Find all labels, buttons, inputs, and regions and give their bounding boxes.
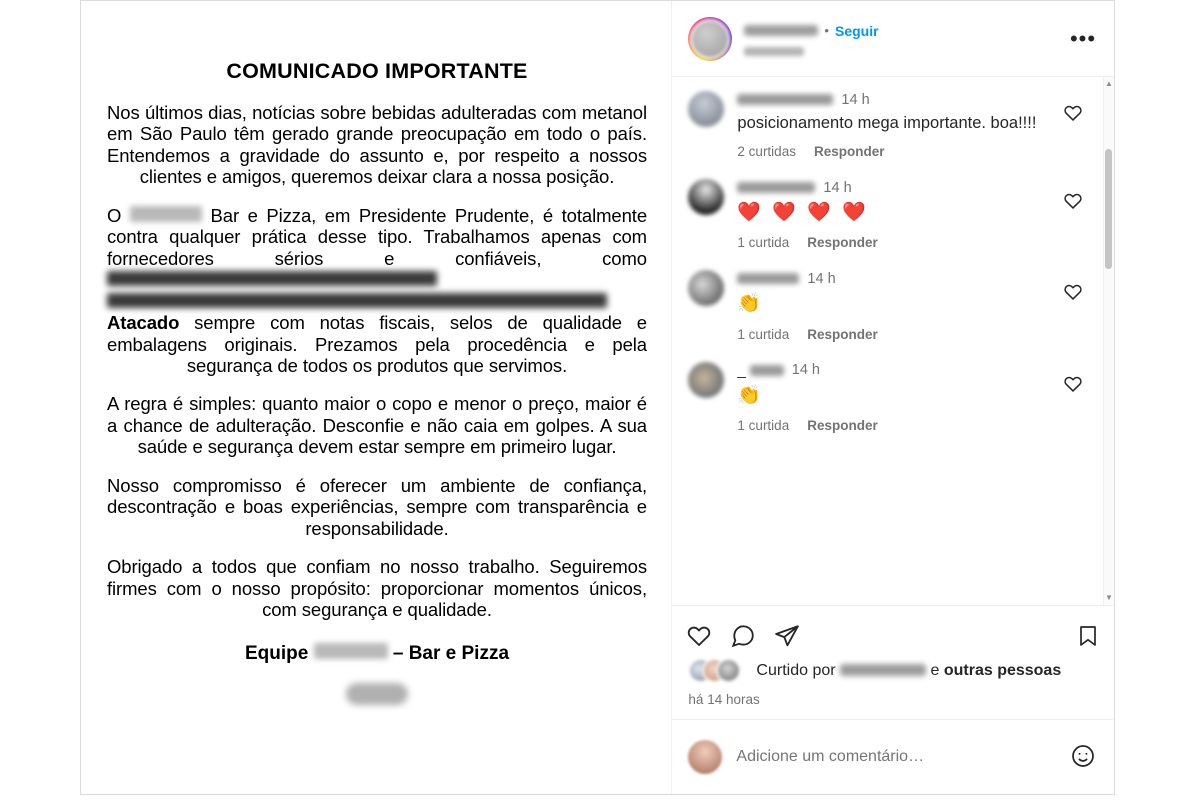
- instagram-post: [80, 0, 1115, 795]
- comment-reply-button[interactable]: Responder: [807, 326, 878, 342]
- liker-name-redaction[interactable]: [840, 664, 926, 676]
- list-item[interactable]: [688, 179, 1089, 250]
- announcement-paragraph-3: Nosso compromisso é oferecer um ambiente de confiança, descontração e boas experiências, sempre com transparência e responsabilidade.: [107, 474, 647, 539]
- comments-list[interactable]: [672, 77, 1103, 605]
- signature-after: – Bar e Pizza: [392, 642, 510, 664]
- suppliers-redaction-line-1: [107, 271, 437, 286]
- emoji-smiley-icon[interactable]: [1070, 743, 1098, 771]
- list-item[interactable]: [688, 91, 1089, 159]
- scroll-up-icon[interactable]: ▲: [1105, 79, 1113, 88]
- comment-header: [737, 270, 1050, 287]
- follow-button[interactable]: Seguir: [834, 22, 879, 39]
- comment-body: [737, 91, 1050, 159]
- more-options-icon[interactable]: •••: [1069, 25, 1097, 51]
- comment-avatar[interactable]: [688, 91, 724, 127]
- comment-time: 14 h: [791, 362, 820, 379]
- announcement-title: COMUNICADO IMPORTANTE: [226, 59, 528, 83]
- post-actions: [672, 605, 1114, 719]
- brand-paragraph-after: Bar e Pizza, em Presidente Prudente, é totalmente contra qualquer prática desse tipo. Trabalhamos apenas com fornecedores sérios e confiáveis, como: [107, 204, 648, 269]
- comment-username-redaction[interactable]: [750, 365, 784, 376]
- likes-others[interactable]: outras pessoas: [943, 661, 1062, 679]
- heart-icon[interactable]: [1063, 179, 1089, 250]
- share-icon[interactable]: [774, 623, 800, 649]
- comment-meta: [737, 235, 1050, 250]
- comment-username-prefix: _: [737, 361, 746, 379]
- comment-text: ❤️ ❤️ ❤️ ❤️: [737, 202, 869, 224]
- comment-time: 14 h: [807, 270, 836, 287]
- list-item[interactable]: [688, 362, 1089, 433]
- header-names: [744, 22, 1068, 56]
- comment-body: [737, 179, 1050, 250]
- comment-icon[interactable]: [730, 623, 756, 649]
- post-header: [672, 1, 1114, 77]
- avatar[interactable]: [688, 17, 732, 61]
- comment-reply-button[interactable]: Responder: [807, 235, 878, 251]
- likers-facepile[interactable]: [688, 658, 746, 684]
- announcement-signature: [107, 643, 647, 665]
- comment-text: 👏: [737, 384, 765, 406]
- comment-likes-count: 1 curtida: [737, 235, 790, 251]
- post-media[interactable]: [81, 1, 672, 794]
- heart-icon[interactable]: [686, 623, 712, 649]
- liker-avatar: [716, 658, 741, 683]
- comment-username-redaction[interactable]: [737, 94, 833, 105]
- comment-text: 👏: [737, 293, 765, 315]
- author-subtitle-redaction: [744, 47, 804, 56]
- comment-username-redaction[interactable]: [737, 273, 799, 284]
- comment-meta: [737, 418, 1050, 433]
- comment-avatar[interactable]: [688, 362, 724, 398]
- comments-region: [672, 77, 1114, 605]
- comment-header: [737, 179, 1050, 196]
- comment-body: [737, 270, 1050, 341]
- avatar-image: [690, 19, 730, 59]
- comment-header: [737, 91, 1050, 108]
- brand-paragraph-tail-bold: Atacado: [107, 312, 180, 334]
- comment-avatar[interactable]: [688, 179, 724, 215]
- announcement-image: [107, 59, 647, 705]
- announcement-paragraph-2: A regra é simples: quanto maior o copo e menor o preço, maior é a chance de adulteração. Desconfie e não caia em golpes. A sua saúde e segurança devem estar sempre em primeiro lugar.: [107, 393, 647, 458]
- brand-name-redaction: [130, 206, 202, 222]
- brand-paragraph-tail: sempre com notas fiscais, selos de qualidade e embalagens originais. Prezamos pela procedência e pela segurança de todos os produtos que servimos.: [107, 312, 647, 376]
- action-icons-row: [686, 616, 1100, 656]
- signature-before: Equipe: [244, 642, 309, 664]
- comment-meta: [737, 144, 1050, 159]
- likes-middle: e: [930, 661, 940, 679]
- heart-icon[interactable]: [1063, 91, 1089, 159]
- post-side-panel: [672, 1, 1114, 794]
- comment-text: posicionamento mega importante. boa!!!!: [737, 114, 1037, 132]
- comment-likes-count: 1 curtida: [737, 418, 790, 434]
- likes-prefix: Curtido por: [756, 661, 836, 679]
- brand-paragraph-before: O: [107, 204, 122, 226]
- current-user-avatar: [688, 740, 722, 774]
- announcement-paragraph-brand: [107, 205, 647, 377]
- announcement-paragraph-1: Nos últimos dias, notícias sobre bebidas adulteradas com metanol em São Paulo têm gerado grande preocupação em todo o país. Entendemos a gravidade do assunto e, por respeito a nossos clientes e amigos, queremos deixar clara a nossa posição.: [107, 102, 647, 188]
- signature-brand-redaction: [314, 643, 388, 659]
- bookmark-icon[interactable]: [1076, 623, 1100, 649]
- comment-body: [737, 362, 1050, 433]
- announcement-paragraph-4: Obrigado a todos que confiam no nosso trabalho. Seguiremos firmes com o nosso propósito: proporcionar momentos únicos, com segurança e qualidade.: [107, 556, 647, 621]
- brand-logo-redaction: [346, 683, 408, 705]
- comment-likes-count: 1 curtida: [737, 326, 790, 342]
- comment-time: 14 h: [823, 179, 852, 196]
- comment-meta: [737, 327, 1050, 342]
- likes-summary: [686, 656, 1100, 684]
- comment-header: [737, 362, 1050, 379]
- heart-icon[interactable]: [1063, 362, 1089, 433]
- separator-dot: •: [824, 23, 829, 38]
- list-item[interactable]: [688, 270, 1089, 341]
- comment-time: 14 h: [841, 91, 870, 108]
- comment-reply-button[interactable]: Responder: [813, 144, 885, 160]
- comment-avatar[interactable]: [688, 270, 724, 306]
- comment-composer[interactable]: [672, 719, 1114, 794]
- suppliers-redaction-line-2: [107, 293, 607, 308]
- comments-scrollbar[interactable]: [1103, 77, 1114, 605]
- author-row: [744, 22, 1068, 40]
- comment-username-redaction[interactable]: [737, 182, 815, 193]
- post-timestamp: há 14 horas: [688, 692, 760, 707]
- scroll-down-icon[interactable]: ▼: [1105, 593, 1113, 602]
- author-username-redaction[interactable]: [744, 25, 818, 36]
- heart-icon[interactable]: [1063, 270, 1089, 341]
- comment-likes-count: 2 curtidas: [737, 144, 796, 160]
- comment-input[interactable]: [734, 747, 1058, 767]
- comment-reply-button[interactable]: Responder: [807, 418, 878, 434]
- scrollbar-thumb[interactable]: [1105, 149, 1112, 269]
- likes-text: [756, 661, 1061, 682]
